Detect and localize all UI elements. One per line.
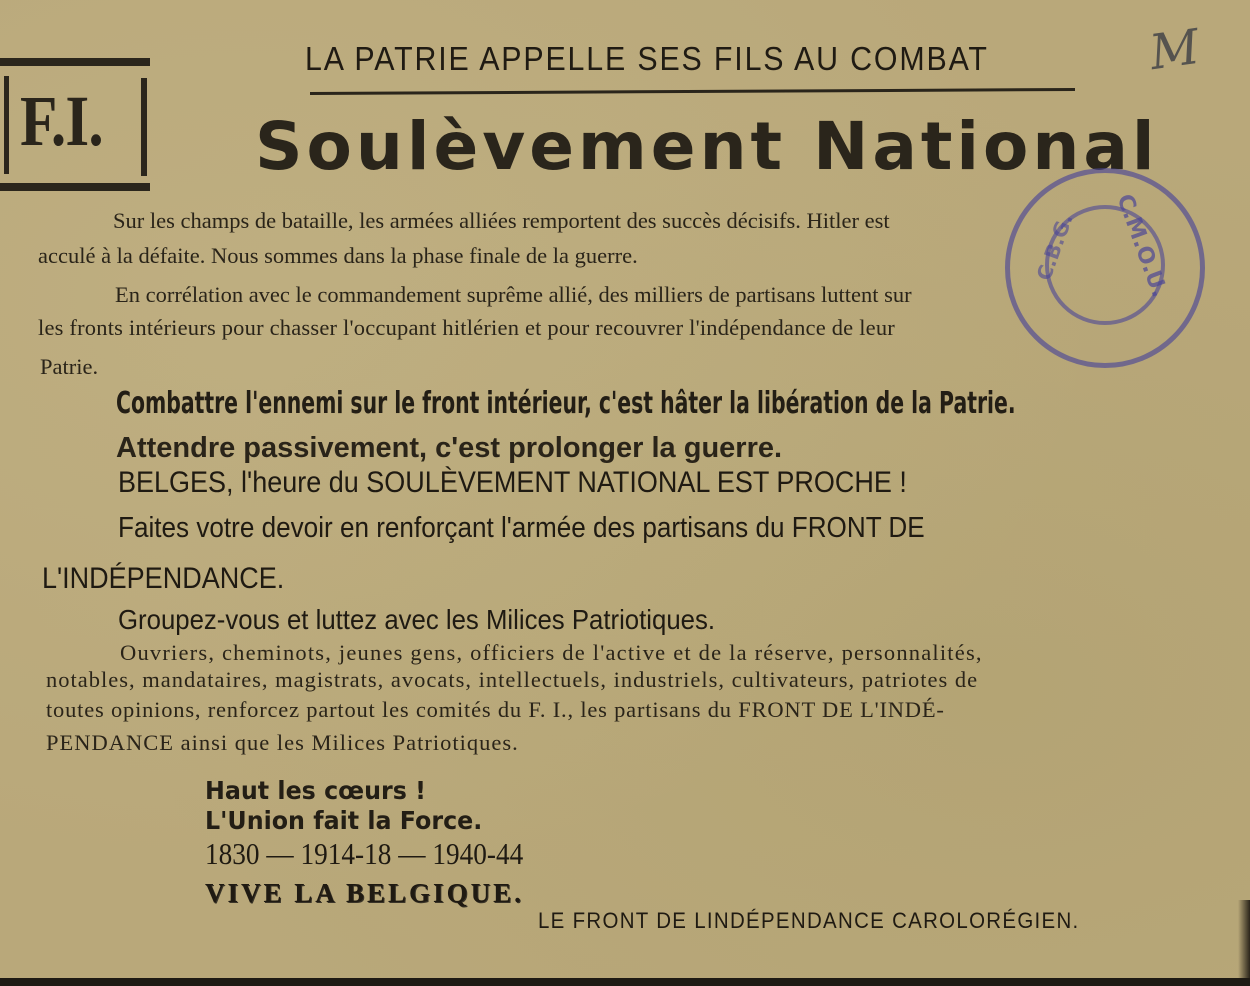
slogan-combattre: Combattre l'ennemi sur le front intérieur, c'est hâter la libération de la Patrie. xyxy=(116,386,1016,421)
closing-union-force: L'Union fait la Force. xyxy=(205,806,483,835)
slogan-belges: BELGES, l'heure du SOULÈVEMENT NATIONAL EST PROCHE ! xyxy=(118,466,907,499)
closing-haut-les-coeurs: Haut les cœurs ! xyxy=(205,776,427,805)
signature: LE FRONT DE LINDÉPENDANCE CAROLORÉGIEN. xyxy=(538,908,1080,933)
handwritten-mark: M xyxy=(1146,18,1203,82)
scan-edge-bottom xyxy=(0,978,1250,986)
stamp-text-right: C.M.O.U. xyxy=(1111,191,1172,301)
slogan-faites-line-2: L'INDÉPENDANCE. xyxy=(42,562,285,595)
stamp-text-left: C.B.G. xyxy=(1031,210,1078,284)
page-title: Soulèvement National xyxy=(255,108,1159,185)
logo-bar-top xyxy=(0,58,150,66)
appeal-line-4: PENDANCE ainsi que les Milices Patriotiques. xyxy=(46,730,519,755)
ink-stamp xyxy=(1005,168,1205,368)
paragraph-2-line-1: En corrélation avec le commandement suprême allié, des milliers de partisans luttent sur xyxy=(115,282,912,307)
logo-bar-bottom xyxy=(0,183,150,191)
appeal-line-1: Ouvriers, cheminots, jeunes gens, officiers de l'active et de la réserve, personnalités, xyxy=(120,640,983,665)
slogan-attendre: Attendre passivement, c'est prolonger la guerre. xyxy=(116,432,783,464)
paragraph-1-line-1: Sur les champs de bataille, les armées alliées remportent des succès décisifs. Hitler est xyxy=(113,208,890,233)
logo-text: F.I. xyxy=(20,81,103,161)
scan-edge-right xyxy=(1238,900,1250,986)
kicker-underline xyxy=(310,88,1075,95)
fi-logo xyxy=(0,58,150,191)
paragraph-1-line-2: acculé à la défaite. Nous sommes dans la phase finale de la guerre. xyxy=(38,243,638,268)
closing-vive-la-belgique: VIVE LA BELGIQUE. xyxy=(205,878,524,908)
closing-dates: 1830 — 1914-18 — 1940-44 xyxy=(205,836,524,871)
paragraph-2-line-3: Patrie. xyxy=(40,354,99,379)
logo-bar-right xyxy=(141,78,147,176)
paragraph-2-line-2: les fronts intérieurs pour chasser l'occupant hitlérien et pour recouvrer l'indépendance de leur xyxy=(38,315,895,340)
slogan-groupez: Groupez-vous et luttez avec les Milices Patriotiques. xyxy=(118,604,716,635)
appeal-line-3: toutes opinions, renforcez partout les comités du F. I., les partisans du FRONT DE L'INDÉ- xyxy=(46,697,945,722)
logo-bar-left xyxy=(4,76,9,174)
kicker-heading: LA PATRIE APPELLE SES FILS AU COMBAT xyxy=(305,40,989,77)
slogan-faites-line-1: Faites votre devoir en renforçant l'armée des partisans du FRONT DE xyxy=(118,512,925,544)
appeal-line-2: notables, mandataires, magistrats, avocats, intellectuels, industriels, cultivateurs, patriotes de xyxy=(46,667,979,692)
